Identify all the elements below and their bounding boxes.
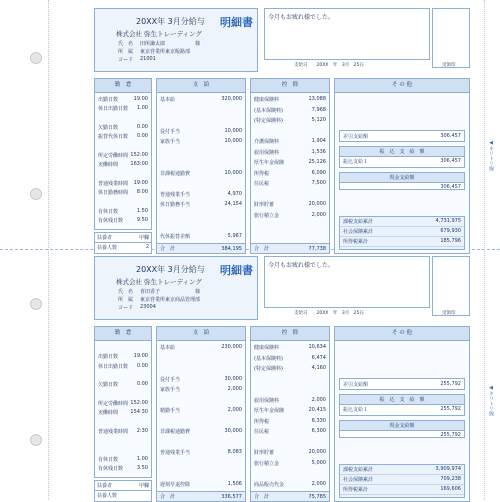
item-value: 8:00	[136, 189, 148, 195]
item-label: 休日出勤日数	[98, 106, 129, 113]
item-label: 財形貯蓄	[254, 202, 275, 208]
cumulative-label: 所得税累計	[343, 239, 369, 245]
cumulative-row	[340, 237, 464, 247]
line-item	[160, 96, 242, 103]
line-item	[98, 400, 148, 407]
item-label: 財形貯蓄	[254, 450, 275, 456]
item-label: 住民税	[254, 429, 270, 435]
line-item	[98, 124, 148, 131]
line-item	[98, 105, 148, 112]
item-value: 320,000	[221, 96, 242, 102]
info-value: 東京営業所東京販路部	[140, 49, 191, 55]
item-value: 2,000	[311, 480, 326, 487]
item-value: 4,970	[227, 190, 242, 197]
line-item	[254, 481, 326, 488]
item-value: 152:00	[130, 151, 148, 158]
cumulative-value: 185,796	[440, 238, 461, 244]
item-label: 有休残日数	[98, 217, 124, 224]
info-label: 氏 名	[118, 289, 134, 295]
line-item	[98, 180, 148, 187]
line-item	[254, 365, 326, 372]
item-value: 230,000	[221, 344, 242, 350]
other-header: そ の 他	[335, 79, 469, 93]
info-label: 所 属	[118, 297, 134, 303]
bank-transfer-value: 255,792	[440, 406, 461, 412]
cumulative-value: 4,731,975	[435, 218, 461, 224]
line-item	[160, 138, 242, 145]
dependents-row	[95, 233, 151, 243]
item-value: 2,000	[227, 407, 242, 413]
cash-pay-label: 現金支給額	[340, 173, 464, 183]
item-value: 6,474	[311, 354, 326, 361]
line-item	[160, 128, 242, 135]
dependents-row	[95, 491, 151, 500]
line-item	[254, 212, 326, 219]
item-value: 2,000	[311, 211, 326, 218]
deduction-column	[250, 326, 330, 502]
cumulative-label: 所得税累計	[343, 487, 369, 493]
item-value: 10,000	[224, 127, 242, 134]
bank-transfer-value: 306,457	[440, 158, 461, 164]
item-value: 25,126	[308, 159, 326, 165]
punch-hole	[30, 52, 42, 64]
cash-pay-box	[339, 172, 465, 190]
dependents-label: 扶養者	[97, 483, 113, 489]
line-item	[160, 386, 242, 393]
net-pay-box	[339, 130, 465, 142]
item-value: 152:00	[130, 399, 148, 406]
line-item	[254, 449, 326, 456]
cumulative-value: 3,909,974	[435, 466, 461, 472]
pay-date: 支給日 20XX 年 3月 25日	[294, 63, 364, 68]
item-label: 精勤手当	[160, 408, 181, 414]
cumulative-value: 169,606	[440, 486, 461, 492]
info-label: 氏 名	[118, 41, 134, 47]
item-value: 5,120	[311, 117, 326, 123]
total-value: 75,785	[308, 493, 326, 500]
item-label: 欠勤日数	[98, 124, 119, 131]
item-label: 欠勤日数	[98, 382, 119, 389]
message-box: 今月もお疲れ様でした。	[264, 256, 430, 308]
line-item	[98, 456, 148, 463]
dependents-row	[95, 243, 151, 252]
right-perforation	[484, 0, 485, 500]
pay-period: 20XX年 3月分給与	[136, 17, 205, 26]
item-label: 普通残業手当	[160, 450, 191, 456]
cumulative-label: 社会保険累計	[343, 477, 374, 483]
item-value: 154:30	[130, 409, 148, 416]
bank-transfer-row	[340, 157, 464, 166]
item-value: 9.50	[136, 216, 148, 223]
info-value: 喜田香子 様	[140, 289, 201, 295]
item-value: 5,967	[227, 232, 242, 239]
dependents-value: 甲欄	[138, 483, 149, 489]
payment-column	[156, 78, 246, 254]
item-value: 8,083	[227, 449, 242, 455]
bank-transfer-row	[340, 405, 464, 414]
item-value: 1.00	[136, 455, 148, 462]
item-label: 代休振替差額	[160, 233, 191, 240]
line-item	[254, 117, 326, 124]
employee-info	[118, 40, 200, 47]
line-item	[254, 201, 326, 208]
total-label: 合 計	[160, 246, 176, 252]
line-item	[98, 189, 148, 196]
employee-info	[118, 56, 156, 63]
item-label: 住民税	[254, 181, 270, 187]
item-label: 基本給	[160, 97, 176, 103]
info-value: 田所謙太郎 様	[140, 41, 201, 47]
item-label: 有休日数	[98, 456, 119, 463]
cash-pay-box	[339, 420, 465, 438]
item-label: (特定保険料)	[254, 366, 283, 372]
line-item	[254, 460, 326, 467]
slip-title: 明細書	[220, 264, 253, 277]
item-value: 163:00	[130, 161, 148, 168]
cumulative-totals	[339, 464, 465, 498]
line-item	[160, 344, 242, 351]
item-value: 6,330	[311, 417, 326, 424]
item-label: 旅行積立金	[254, 212, 280, 219]
line-item	[254, 407, 326, 414]
cumulative-row	[340, 227, 464, 237]
line-item	[98, 409, 148, 416]
item-value: 30,000	[224, 428, 242, 434]
line-item	[254, 170, 326, 177]
info-label: 所 属	[118, 49, 134, 55]
item-label: 休日出勤日数	[98, 363, 129, 370]
attendance-column	[94, 326, 152, 478]
deduction-total	[251, 243, 329, 253]
item-label: 家族手当	[160, 139, 181, 145]
net-pay-value: 306,457	[440, 133, 461, 139]
dependents-box	[94, 480, 152, 502]
item-label: 休日勤務手当	[160, 202, 191, 208]
item-label: 普通残業時間	[98, 428, 129, 435]
item-value: 30,000	[224, 375, 242, 382]
item-value: 6,300	[311, 428, 326, 434]
item-label: 出勤日数	[98, 354, 119, 361]
line-item	[98, 381, 148, 388]
line-item	[98, 353, 148, 360]
info-value: 21001	[140, 56, 156, 62]
info-label: コード	[118, 305, 134, 311]
line-item	[98, 465, 148, 472]
info-value: 23004	[140, 304, 156, 310]
item-label: 役付手当	[160, 128, 181, 135]
item-label: 所定労働時間	[98, 152, 129, 159]
deduction-header: 控 除	[251, 79, 329, 93]
attendance-header: 勤 怠	[95, 79, 151, 93]
other-header: そ の 他	[335, 327, 469, 341]
item-value: 2:30	[136, 427, 148, 434]
item-value: 3.50	[136, 464, 148, 471]
dependents-value: 甲欄	[138, 235, 149, 241]
stamp-box	[432, 256, 470, 316]
info-label: コード	[118, 57, 134, 63]
item-label: 遅刻早退控除	[160, 481, 191, 488]
employee-info	[118, 48, 190, 55]
cumulative-row	[340, 465, 464, 475]
net-pay-label: 差引支給額	[343, 381, 369, 388]
net-pay-box	[339, 378, 465, 390]
item-value: 0.00	[136, 362, 148, 369]
bank-transfer-label: 振込支給１	[343, 407, 369, 413]
punch-hole	[30, 188, 42, 200]
cumulative-totals	[339, 216, 465, 250]
left-perforation	[48, 0, 49, 500]
item-value: 6,090	[311, 169, 326, 176]
line-item	[254, 355, 326, 362]
deduction-header: 控 除	[251, 327, 329, 341]
total-value: 336,577	[221, 493, 242, 500]
employee-info	[118, 304, 156, 311]
employee-info	[118, 288, 200, 295]
net-pay-value: 255,792	[440, 381, 461, 387]
dependents-row	[95, 481, 151, 491]
line-item	[160, 481, 242, 488]
item-label: 役付手当	[160, 376, 181, 383]
attendance-column	[94, 78, 152, 230]
line-item	[254, 344, 326, 351]
item-value: 20,000	[308, 449, 326, 455]
item-label: 厚生年金保険	[254, 408, 285, 414]
item-label: 商品販売代金	[254, 481, 285, 488]
item-value: 1,904	[311, 138, 326, 144]
line-item	[160, 407, 242, 414]
payment-header: 支 給	[157, 79, 245, 93]
line-item	[160, 376, 242, 383]
item-label: 所定労働時間	[98, 400, 129, 407]
item-label: 休日勤務時間	[98, 190, 129, 196]
payment-total	[157, 243, 245, 253]
total-label: 合 計	[254, 246, 270, 252]
line-item	[254, 397, 326, 404]
item-value: 24,154	[224, 201, 242, 207]
slip-title: 明細書	[220, 16, 253, 29]
bank-transfer-header: 振 込 支 給 額	[340, 395, 464, 405]
line-item	[98, 96, 148, 103]
line-item	[254, 418, 326, 425]
cash-pay-value: 306,457	[440, 184, 461, 190]
item-value: 0.00	[136, 123, 148, 130]
item-value: 20,000	[308, 201, 326, 207]
cut-line-label: ◀キリトリ線	[488, 140, 494, 171]
item-value: 10,000	[224, 138, 242, 144]
net-pay-label: 差引支給額	[343, 133, 369, 140]
item-label: 非課税通勤費	[160, 429, 191, 435]
dependents-label: 扶養者	[97, 235, 113, 241]
pay-date: 支給日 20XX 年 3月 25日	[294, 311, 364, 316]
item-value: 1.00	[136, 105, 148, 112]
line-item	[160, 428, 242, 435]
message-box: 今月もお疲れ様でした。	[264, 8, 430, 60]
line-item	[160, 191, 242, 198]
cumulative-value: 679,930	[440, 228, 461, 234]
item-label: 普通残業時間	[98, 180, 129, 187]
item-label: 所得税	[254, 418, 270, 425]
line-item	[160, 170, 242, 177]
item-label: 介護保険料	[254, 139, 280, 145]
payslip-1	[94, 8, 470, 252]
item-label: 出勤日数	[98, 97, 119, 103]
cumulative-label: 課税支給累計	[343, 467, 374, 473]
item-label: 家族手当	[160, 387, 181, 393]
item-label: 厚生年金保険	[254, 160, 285, 166]
line-item	[160, 233, 242, 240]
company-name: 株式会社 弥生トレーディング	[116, 30, 202, 38]
item-value: 19:00	[133, 179, 148, 186]
cumulative-row	[340, 217, 464, 227]
item-label: 普通残業手当	[160, 191, 191, 198]
cut-line-label: ◀キリトリ線	[488, 385, 494, 416]
dependents-value: 2	[145, 244, 149, 250]
item-value: 0.00	[136, 133, 148, 140]
item-value: 10,000	[224, 169, 242, 176]
cumulative-row	[340, 475, 464, 485]
cumulative-value: 709,238	[440, 476, 461, 482]
cumulative-row	[340, 485, 464, 495]
bank-transfer-box	[339, 146, 465, 168]
attendance-header: 勤 怠	[95, 327, 151, 341]
item-label: (基本保険料)	[254, 107, 283, 114]
line-item	[254, 180, 326, 187]
dependents-label: 扶養人数	[97, 493, 118, 499]
item-label: 非課税通勤費	[160, 170, 191, 177]
item-label: 雇用保険料	[254, 397, 280, 404]
item-label: 所得税	[254, 170, 270, 177]
item-label: 実働時間	[98, 410, 119, 417]
cumulative-label: 社会保険累計	[343, 229, 374, 235]
item-value: 5,000	[311, 459, 326, 466]
item-value: 7,968	[311, 106, 326, 113]
line-item	[98, 152, 148, 159]
cumulative-label: 課税支給累計	[343, 219, 374, 225]
line-item	[98, 363, 148, 370]
item-value: 1,506	[227, 480, 242, 487]
line-item	[254, 138, 326, 145]
deduction-column	[250, 78, 330, 254]
line-item	[160, 201, 242, 208]
item-value: 1,536	[311, 148, 326, 155]
item-label: 有休残日数	[98, 465, 124, 472]
item-value: 20,415	[308, 407, 326, 413]
item-value: 2,000	[311, 396, 326, 403]
stamp-box	[432, 8, 470, 68]
item-value: 2,000	[227, 386, 242, 392]
employee-info	[118, 296, 200, 303]
dependents-label: 扶養人数	[97, 245, 118, 251]
item-value: 4,160	[311, 365, 326, 371]
total-label: 合 計	[254, 494, 270, 500]
line-item	[160, 449, 242, 456]
company-name: 株式会社 弥生トレーディング	[116, 278, 202, 286]
item-label: 旅行積立金	[254, 460, 280, 467]
item-label: 振替代休日数	[98, 134, 129, 141]
line-item	[98, 217, 148, 224]
item-value: 19.00	[133, 96, 148, 102]
line-item	[254, 107, 326, 114]
line-item	[98, 133, 148, 140]
total-label: 合 計	[160, 494, 176, 500]
total-value: 77,738	[308, 245, 326, 252]
item-value: 13,088	[308, 96, 326, 102]
item-value: 19.00	[133, 353, 148, 360]
line-item	[98, 208, 148, 215]
line-item	[254, 96, 326, 103]
payment-header: 支 給	[157, 327, 245, 341]
item-label: 有休日数	[98, 208, 119, 215]
bank-transfer-header: 振 込 支 給 額	[340, 147, 464, 157]
item-label: 基本給	[160, 345, 176, 351]
item-label: 実働時間	[98, 162, 119, 169]
item-value: 10,634	[308, 344, 326, 350]
total-value: 384,195	[221, 245, 242, 252]
cash-pay-label: 現金支給額	[340, 421, 464, 431]
line-item	[254, 149, 326, 156]
bank-transfer-box	[339, 394, 465, 416]
bank-transfer-label: 振込支給１	[343, 159, 369, 165]
punch-hole	[30, 434, 42, 446]
punch-hole	[30, 298, 42, 310]
item-value: 7,500	[311, 180, 326, 186]
dependents-box	[94, 232, 152, 254]
line-item	[98, 161, 148, 168]
item-label: 健康保険料	[254, 97, 280, 103]
item-label: (基本保険料)	[254, 355, 283, 362]
item-label: 雇用保険料	[254, 149, 280, 156]
line-item	[254, 428, 326, 435]
cash-pay-value: 255,792	[440, 432, 461, 438]
pay-period: 20XX年 3月分給与	[136, 265, 205, 274]
item-label: 健康保険料	[254, 345, 280, 351]
stamp-label: 受領印	[442, 63, 456, 68]
stamp-label: 受領印	[442, 311, 456, 316]
item-value: 0.00	[136, 381, 148, 388]
info-value: 東京営業所東京商品管理部	[140, 297, 201, 303]
payment-column	[156, 326, 246, 502]
line-item	[254, 159, 326, 166]
payslip-2	[94, 256, 470, 500]
item-value: 1.50	[136, 207, 148, 214]
line-item	[98, 428, 148, 435]
item-label: (特定保険料)	[254, 118, 283, 124]
